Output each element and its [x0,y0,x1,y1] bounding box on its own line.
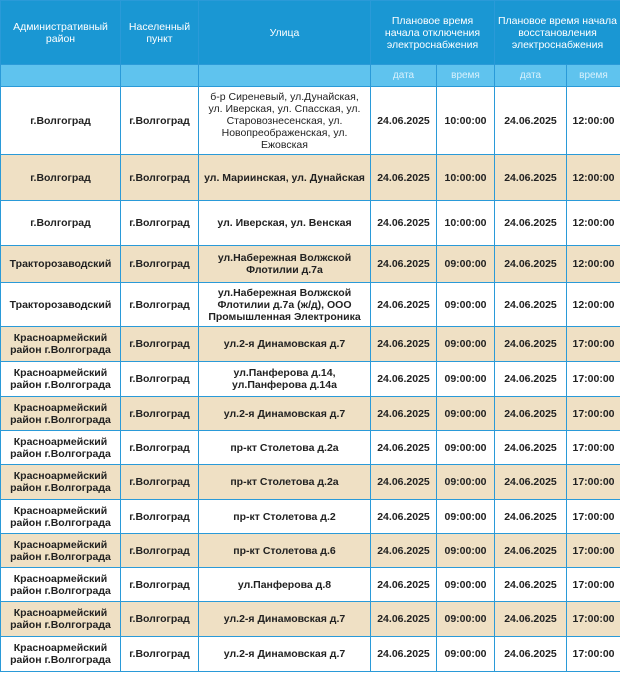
subheader-blank [199,65,371,87]
cell-street: ул.2-я Динамовская д.7 [199,637,371,672]
table-row [1,534,620,568]
cell-district: г.Волгоград [1,87,121,155]
cell-off-date: 24.06.2025 [371,201,437,246]
cell-locality: г.Волгоград [121,246,199,283]
cell-off-time: 09:00:00 [437,568,495,602]
cell-on-time: 12:00:00 [567,201,620,246]
cell-locality: г.Волгоград [121,397,199,431]
table-row [1,500,620,534]
cell-off-date: 24.06.2025 [371,246,437,283]
cell-street: б-р Сиреневый, ул.Дунайская, ул. Иверская, ул. Спасская, ул. Старовознесенская, ул. Новопреображенская, ул. Ежовская [199,87,371,155]
cell-on-time: 17:00:00 [567,602,620,637]
table-row [1,602,620,637]
cell-street: ул.Набережная Волжской Флотилии д.7а (ж/д), ООО Промышленная Электроника [199,283,371,327]
header-locality: Населенный пункт [121,1,199,65]
cell-off-date: 24.06.2025 [371,568,437,602]
cell-on-time: 17:00:00 [567,327,620,362]
cell-locality: г.Волгоград [121,283,199,327]
cell-locality: г.Волгоград [121,201,199,246]
cell-locality: г.Волгоград [121,155,199,201]
cell-on-time: 12:00:00 [567,155,620,201]
cell-street: ул.2-я Динамовская д.7 [199,397,371,431]
table-row [1,201,620,246]
table-row [1,87,620,155]
cell-off-time: 10:00:00 [437,87,495,155]
cell-district: Красноармейский район г.Волгограда [1,327,121,362]
table-row [1,397,620,431]
cell-on-date: 24.06.2025 [495,362,567,397]
header-district: Административный район [1,1,121,65]
cell-on-time: 17:00:00 [567,500,620,534]
cell-street: ул.Набережная Волжской Флотилии д.7а [199,246,371,283]
table-row [1,637,620,672]
cell-street: ул.Панферова д.8 [199,568,371,602]
header-on-time: Плановое время начала восстановления электроснабжения [495,1,620,65]
cell-street: ул. Иверская, ул. Венская [199,201,371,246]
cell-on-time: 17:00:00 [567,431,620,465]
cell-locality: г.Волгоград [121,327,199,362]
table-row [1,155,620,201]
cell-street: пр-кт Столетова д.2а [199,465,371,500]
cell-off-date: 24.06.2025 [371,431,437,465]
table-row [1,246,620,283]
subheader-on-date: дата [495,65,567,87]
cell-on-date: 24.06.2025 [495,431,567,465]
cell-on-time: 17:00:00 [567,568,620,602]
cell-locality: г.Волгоград [121,637,199,672]
cell-district: Тракторозаводский [1,246,121,283]
cell-off-date: 24.06.2025 [371,155,437,201]
header-off-time: Плановое время начала отключения электроснабжения [371,1,495,65]
cell-on-date: 24.06.2025 [495,500,567,534]
cell-street: ул.2-я Динамовская д.7 [199,327,371,362]
cell-street: ул. Мариинская, ул. Дунайская [199,155,371,201]
cell-off-time: 09:00:00 [437,534,495,568]
cell-off-date: 24.06.2025 [371,500,437,534]
table-row [1,362,620,397]
cell-off-time: 09:00:00 [437,283,495,327]
cell-district: Красноармейский район г.Волгограда [1,637,121,672]
cell-off-time: 10:00:00 [437,201,495,246]
header-street: Улица [199,1,371,65]
cell-off-time: 09:00:00 [437,637,495,672]
cell-on-time: 17:00:00 [567,362,620,397]
cell-district: Красноармейский район г.Волгограда [1,397,121,431]
cell-off-time: 09:00:00 [437,500,495,534]
table-row [1,465,620,500]
cell-street: пр-кт Столетова д.2 [199,500,371,534]
cell-off-date: 24.06.2025 [371,87,437,155]
subheader-off-date: дата [371,65,437,87]
cell-on-date: 24.06.2025 [495,534,567,568]
cell-on-time: 12:00:00 [567,246,620,283]
cell-district: Красноармейский район г.Волгограда [1,362,121,397]
subheader-blank [121,65,199,87]
cell-off-date: 24.06.2025 [371,283,437,327]
table-row [1,283,620,327]
cell-on-date: 24.06.2025 [495,201,567,246]
cell-street: пр-кт Столетова д.6 [199,534,371,568]
cell-off-time: 10:00:00 [437,155,495,201]
cell-street: пр-кт Столетова д.2а [199,431,371,465]
cell-district: Красноармейский район г.Волгограда [1,534,121,568]
cell-locality: г.Волгоград [121,431,199,465]
cell-off-date: 24.06.2025 [371,465,437,500]
table-row [1,327,620,362]
cell-off-date: 24.06.2025 [371,327,437,362]
cell-locality: г.Волгоград [121,534,199,568]
table-row [1,431,620,465]
cell-on-time: 17:00:00 [567,534,620,568]
cell-on-date: 24.06.2025 [495,327,567,362]
cell-off-date: 24.06.2025 [371,362,437,397]
subheader-on-time: время [567,65,620,87]
cell-off-time: 09:00:00 [437,431,495,465]
cell-on-date: 24.06.2025 [495,283,567,327]
cell-off-time: 09:00:00 [437,362,495,397]
cell-on-time: 17:00:00 [567,465,620,500]
cell-on-time: 12:00:00 [567,87,620,155]
cell-on-date: 24.06.2025 [495,602,567,637]
cell-off-time: 09:00:00 [437,397,495,431]
cell-district: Красноармейский район г.Волгограда [1,500,121,534]
cell-on-time: 17:00:00 [567,397,620,431]
cell-locality: г.Волгоград [121,465,199,500]
cell-on-date: 24.06.2025 [495,397,567,431]
cell-locality: г.Волгоград [121,87,199,155]
cell-on-date: 24.06.2025 [495,637,567,672]
cell-off-date: 24.06.2025 [371,637,437,672]
cell-off-time: 09:00:00 [437,246,495,283]
cell-off-date: 24.06.2025 [371,602,437,637]
cell-on-time: 12:00:00 [567,283,620,327]
cell-district: Красноармейский район г.Волгограда [1,602,121,637]
cell-on-date: 24.06.2025 [495,87,567,155]
cell-street: ул.2-я Динамовская д.7 [199,602,371,637]
subheader-blank [1,65,121,87]
cell-off-time: 09:00:00 [437,327,495,362]
cell-district: Красноармейский район г.Волгограда [1,568,121,602]
subheader-off-time: время [437,65,495,87]
cell-locality: г.Волгоград [121,500,199,534]
cell-locality: г.Волгоград [121,362,199,397]
cell-locality: г.Волгоград [121,602,199,637]
cell-district: г.Волгоград [1,201,121,246]
cell-on-date: 24.06.2025 [495,465,567,500]
cell-on-date: 24.06.2025 [495,568,567,602]
cell-off-time: 09:00:00 [437,465,495,500]
cell-on-date: 24.06.2025 [495,246,567,283]
table-row [1,568,620,602]
cell-off-date: 24.06.2025 [371,397,437,431]
cell-district: Красноармейский район г.Волгограда [1,431,121,465]
cell-off-time: 09:00:00 [437,602,495,637]
cell-on-time: 17:00:00 [567,637,620,672]
cell-district: г.Волгоград [1,155,121,201]
cell-locality: г.Волгоград [121,568,199,602]
cell-off-date: 24.06.2025 [371,534,437,568]
cell-district: Тракторозаводский [1,283,121,327]
cell-street: ул.Панферова д.14, ул.Панферова д.14а [199,362,371,397]
cell-district: Красноармейский район г.Волгограда [1,465,121,500]
cell-on-date: 24.06.2025 [495,155,567,201]
